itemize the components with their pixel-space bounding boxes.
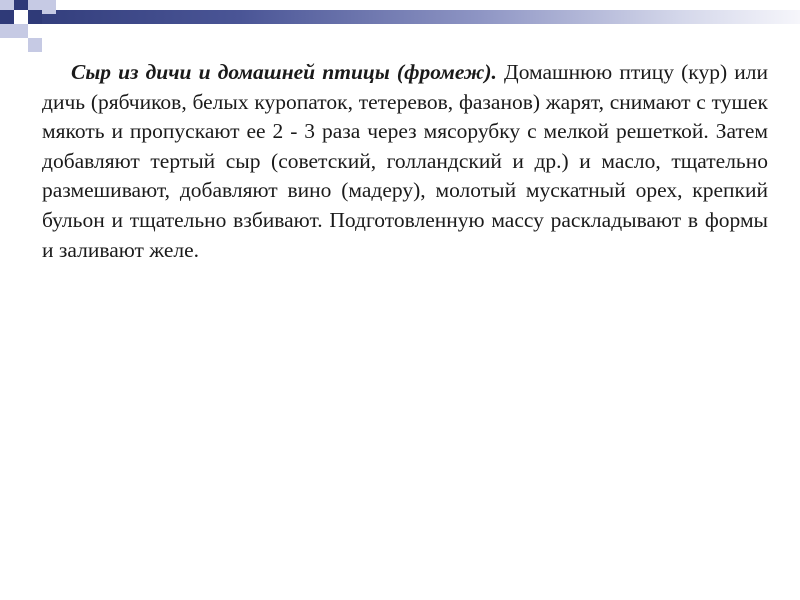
deco-square (14, 10, 28, 24)
deco-square (28, 10, 42, 24)
deco-square (0, 24, 14, 38)
deco-square (0, 10, 14, 24)
deco-square (28, 38, 42, 52)
recipe-description: Домашнюю птицу (кур) или дичь (рябчиков, белых куропаток, тетеревов, фазанов) жарят, снимают с тушек мякоть и пропускают ее 2 - 3 раза через мясорубку с мелкой решеткой. Затем добавляют тертый сыр (советский, голландский и др.) и масло, тщательно размешивают, добавляют вино (мадеру), молотый мускатный орех, крепкий бульон и тщательно взбивают. Подготовленную массу раскладывают в формы и заливают желе. (42, 60, 768, 262)
slide-body-text (42, 58, 768, 265)
header-gradient-bar (0, 10, 800, 24)
deco-square (28, 24, 42, 38)
recipe-title: Сыр из дичи и домашней птицы (фромеж). (71, 60, 497, 84)
deco-square (42, 0, 56, 14)
deco-square (14, 24, 28, 38)
